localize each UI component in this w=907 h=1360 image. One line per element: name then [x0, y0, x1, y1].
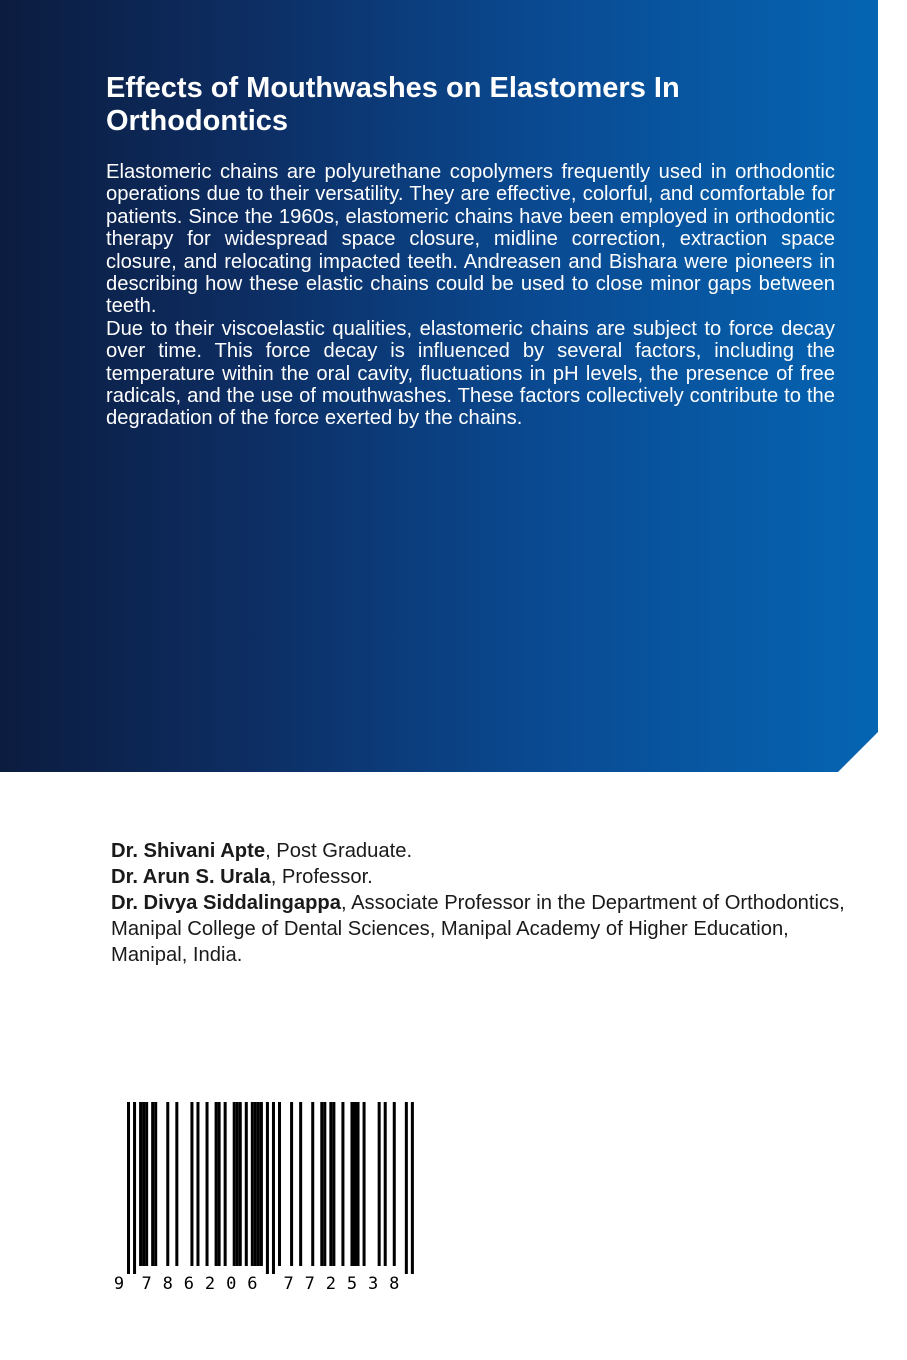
barcode-guard-bar	[405, 1102, 408, 1274]
barcode-bar	[196, 1102, 199, 1266]
barcode-digit: 8	[389, 1274, 400, 1294]
barcode-bar	[290, 1102, 293, 1266]
barcode-bar	[332, 1102, 335, 1266]
author-entry	[111, 864, 846, 890]
barcode-bar	[190, 1102, 193, 1266]
barcode-digit: 5	[346, 1274, 358, 1294]
barcode-bar	[239, 1102, 242, 1266]
barcode-guard-bar	[266, 1102, 269, 1274]
blurb-paragraph-1: Elastomeric chains are polyurethane copolymers frequently used in orthodontic operations due to their versatility. They are effective, colorful, and comfortable for patients. Since the 1960s, elastomeric chains have been employed in orthodontic therapy for widespread space closure, midline correction, extraction space closure, and relocating impacted teeth. Andreasen and Bishara were pioneers in describing how these elastic chains could be used to close minor gaps between teeth.	[106, 161, 835, 318]
author-entry	[111, 890, 846, 968]
barcode-bar	[384, 1102, 387, 1266]
barcode-digit: 9	[113, 1274, 125, 1294]
barcode-bar	[378, 1102, 381, 1266]
barcode-bar	[154, 1102, 157, 1266]
barcode-bar	[215, 1102, 218, 1266]
barcode-digit: 6	[247, 1274, 258, 1294]
barcode-bar	[151, 1102, 154, 1266]
barcode-digit: 7	[283, 1274, 294, 1294]
author-name: Dr. Arun S. Urala	[111, 866, 271, 888]
author-name: Dr. Divya Siddalingappa	[111, 892, 341, 914]
barcode-digit: 7	[141, 1274, 152, 1294]
barcode-bar	[142, 1102, 145, 1266]
barcode-bar	[299, 1102, 302, 1266]
isbn-barcode	[113, 1102, 438, 1294]
barcode-bar	[311, 1102, 314, 1266]
author-role: , Associate Professor in the Department of Orthodontics, Manipal College of Dental Sciences, Manipal Academy of Higher Education, Manipal, India.	[111, 892, 845, 966]
author-role: , Post Graduate.	[265, 840, 413, 862]
barcode-bar	[224, 1102, 227, 1266]
barcode-bar	[393, 1102, 396, 1266]
author-role: , Professor.	[270, 866, 373, 888]
barcode-bar	[341, 1102, 344, 1266]
barcode-digit: 2	[325, 1274, 336, 1294]
barcode-bar	[139, 1102, 142, 1266]
barcode-guard-bar	[133, 1102, 136, 1274]
barcode-digit: 7	[304, 1274, 315, 1294]
author-list	[111, 838, 846, 968]
barcode-bar	[257, 1102, 260, 1266]
barcode-bar	[166, 1102, 169, 1266]
barcode-bar	[357, 1102, 360, 1266]
book-title: Effects of Mouthwashes on Elastomers In Orthodontics	[106, 72, 680, 137]
barcode-bar	[329, 1102, 332, 1266]
barcode-bar	[145, 1102, 148, 1266]
barcode-bar	[206, 1102, 209, 1266]
barcode-guard-bar	[272, 1102, 275, 1274]
barcode-bar	[354, 1102, 357, 1266]
barcode-digit: 3	[368, 1274, 379, 1294]
barcode-digit: 6	[183, 1274, 195, 1294]
barcode-bar	[233, 1102, 236, 1266]
barcode-bar	[350, 1102, 353, 1266]
barcode-digit: 8	[162, 1274, 173, 1294]
barcode-bar	[218, 1102, 221, 1266]
barcode-guard-bar	[411, 1102, 414, 1274]
blurb-paragraph-2: Due to their viscoelastic qualities, elastomeric chains are subject to force decay over time. This force decay is influenced by several factors, including the temperature within the oral cavity, fluctuations in pH levels, the presence of free radicals, and the use of mouthwashes. These factors collectively contribute to the degradation of the force exerted by the chains.	[106, 317, 835, 430]
barcode-bar	[251, 1102, 254, 1266]
book-blurb	[106, 161, 835, 430]
barcode-bar	[175, 1102, 178, 1266]
barcode-graphic	[113, 1102, 438, 1294]
author-entry	[111, 838, 846, 864]
barcode-bar	[363, 1102, 366, 1266]
barcode-bar	[323, 1102, 326, 1266]
barcode-bar	[236, 1102, 239, 1266]
barcode-bar	[260, 1102, 263, 1266]
barcode-digit: 0	[226, 1274, 237, 1294]
barcode-bar	[320, 1102, 323, 1266]
barcode-digit: 2	[204, 1274, 216, 1294]
barcode-bar	[254, 1102, 257, 1266]
barcode-bar	[245, 1102, 248, 1266]
author-name: Dr. Shivani Apte	[111, 840, 266, 862]
barcode-guard-bar	[127, 1102, 130, 1274]
barcode-bar	[278, 1102, 281, 1266]
